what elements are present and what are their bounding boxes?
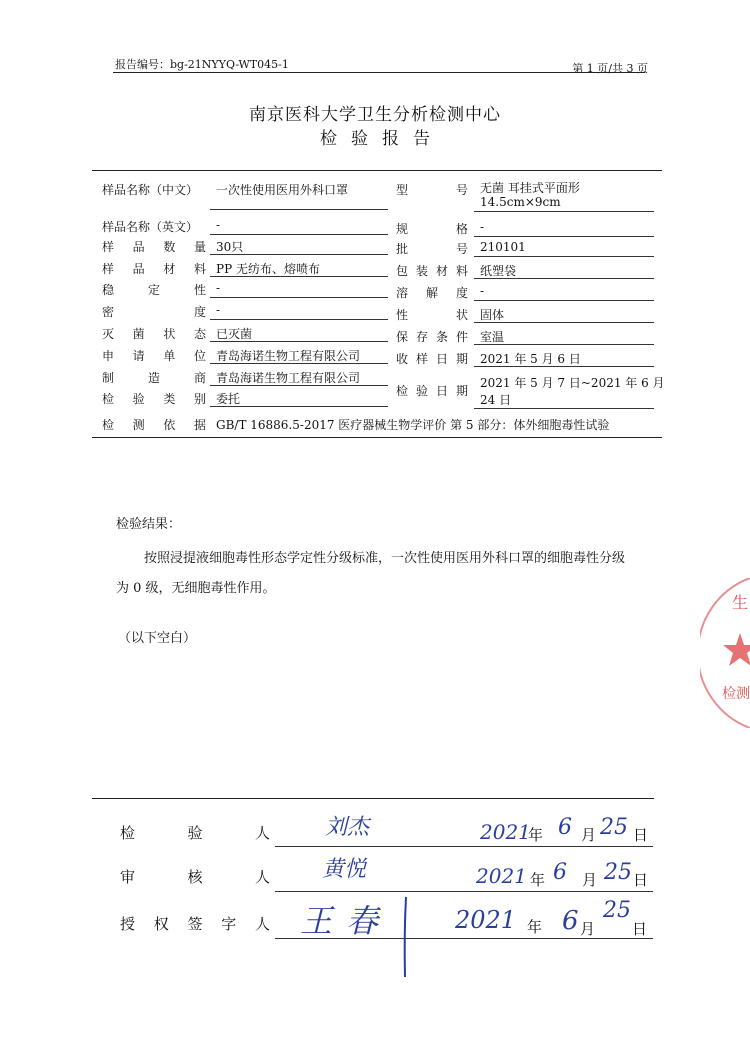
underline (210, 406, 388, 407)
underline (210, 363, 388, 364)
label-name-cn: 样品名称（中文） (102, 183, 199, 197)
signature-line (275, 938, 653, 939)
value-density: - (216, 303, 221, 317)
value-model-1: 无菌 耳挂式平面形 (480, 181, 580, 195)
underline (210, 385, 388, 386)
unit-month: 月 (582, 871, 598, 889)
underline (210, 209, 388, 210)
value-name-cn: 一次性使用医用外科口罩 (216, 183, 349, 197)
value-applicant: 青岛海诺生物工程有限公司 (216, 349, 361, 363)
signature-approver: 王春 (300, 902, 393, 940)
unit-month: 月 (580, 920, 596, 938)
value-maker: 青岛海诺生物工程有限公司 (216, 371, 361, 385)
underline (210, 319, 388, 320)
label-package: 包 装 材 料 (396, 264, 468, 278)
value-storage: 室温 (480, 330, 505, 344)
table-top-rule (92, 170, 662, 171)
underline (210, 254, 388, 255)
date-day: 25 (603, 898, 631, 923)
value-solubility: - (480, 284, 485, 298)
underline (474, 322, 654, 323)
page-indicator: 第 1 页/共 3 页 (572, 62, 648, 75)
label-received: 收 样 日 期 (396, 352, 468, 366)
unit-day: 日 (633, 826, 649, 844)
unit-month: 月 (581, 826, 597, 844)
label-state: 性 状 (396, 308, 468, 322)
underline (474, 211, 654, 212)
underline (474, 300, 654, 301)
underline (474, 278, 654, 279)
signature-line (275, 846, 653, 847)
svg-text:生: 生 (732, 593, 749, 612)
svg-text:检测: 检测 (722, 686, 750, 702)
value-qty: 30只 (216, 240, 244, 254)
date-year: 2021 (476, 864, 527, 888)
label-basis: 检 测 依 据 (102, 418, 206, 432)
unit-day: 日 (632, 920, 648, 938)
value-spec: - (480, 220, 485, 234)
value-material: PP 无纺布、熔喷布 (216, 262, 320, 276)
result-text: 按照浸提液细胞毒性形态学定性分级标准，一次性使用医用外科口罩的细胞毒性分级为 0 级，无细胞毒性作用。 (116, 551, 626, 596)
date-month: 6 (562, 906, 579, 936)
value-name-en: - (216, 218, 221, 232)
label-name-en: 样品名称（英文） (102, 220, 199, 234)
value-package: 纸塑袋 (480, 264, 517, 278)
result-heading: 检验结果： (116, 517, 182, 532)
label-solubility: 溶 解 度 (396, 286, 468, 300)
label-inspector: 检 验 人 (120, 824, 270, 842)
underline (210, 297, 388, 298)
underline (210, 234, 388, 235)
label-category: 检 验 类 别 (102, 392, 206, 406)
label-test-date: 检 验 日 期 (396, 384, 468, 398)
label-stability: 稳 定 性 (102, 283, 206, 297)
value-category: 委托 (216, 392, 241, 406)
label-reviewer: 审 核 人 (120, 868, 270, 886)
value-state: 固体 (480, 308, 505, 322)
signature-reviewer: 黄悦 (322, 857, 367, 882)
unit-year: 年 (527, 918, 543, 936)
label-model: 型 号 (396, 183, 468, 197)
label-batch: 批 号 (396, 242, 468, 256)
unit-year: 年 (528, 826, 544, 844)
underline (474, 236, 654, 237)
table-bottom-rule (92, 437, 662, 438)
label-applicant: 申 请 单 位 (102, 349, 206, 363)
value-test-date-1: 2021 年 5 月 7 日~2021 年 6 月 (480, 376, 665, 390)
label-qty: 样 品 数 量 (102, 240, 206, 254)
underline (474, 256, 654, 257)
underline (474, 366, 654, 367)
date-month: 6 (558, 815, 572, 840)
date-day: 25 (600, 815, 628, 840)
label-maker: 制 造 商 (102, 371, 206, 385)
value-test-date-2: 24 日 (480, 393, 512, 407)
signature-line (275, 891, 653, 892)
value-basis: GB/T 16886.5-2017 医疗器械生物学评价 第 5 部分：体外细胞毒性试验 (216, 418, 610, 432)
label-approver: 授 权 签 字 人 (120, 915, 270, 933)
underline (474, 408, 654, 409)
unit-day: 日 (633, 871, 649, 889)
value-batch: 210101 (480, 240, 526, 254)
date-year: 2021 (480, 820, 531, 844)
report-number: 报告编号：bg-21NYYQ-WT045-1 (115, 58, 289, 71)
label-spec: 规 格 (396, 222, 468, 236)
label-sterile: 灭 菌 状 态 (102, 327, 206, 341)
label-material: 样 品 材 料 (102, 262, 206, 276)
label-density: 密 度 (102, 305, 206, 319)
signature-inspector: 刘杰 (325, 815, 370, 840)
report-title: 检验报告 (320, 129, 444, 149)
signature-separator (92, 798, 654, 799)
value-sterile: 已灭菌 (216, 327, 253, 341)
official-stamp (700, 578, 750, 728)
date-year: 2021 (455, 906, 517, 934)
underline (474, 344, 654, 345)
date-day: 25 (604, 860, 632, 885)
value-stability: - (216, 281, 221, 295)
underline (210, 276, 388, 277)
label-storage: 保 存 条 件 (396, 330, 468, 344)
organization-title: 南京医科大学卫生分析检测中心 (249, 105, 501, 125)
header-divider (113, 72, 645, 73)
blank-note: （以下空白） (118, 631, 197, 646)
date-month: 6 (553, 860, 567, 885)
value-received: 2021 年 5 月 6 日 (480, 352, 581, 366)
unit-year: 年 (530, 871, 546, 889)
value-model-2: 14.5cm×9cm (480, 195, 561, 209)
underline (210, 341, 388, 342)
